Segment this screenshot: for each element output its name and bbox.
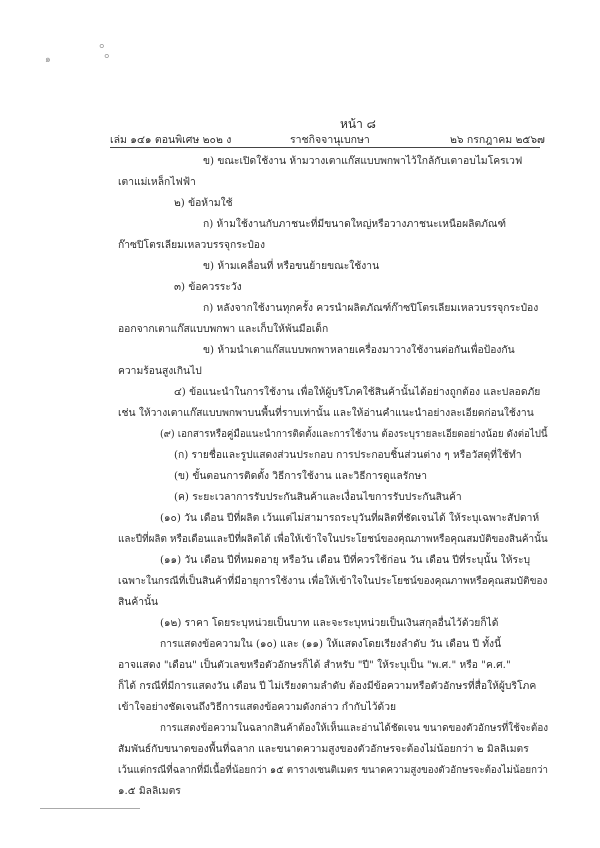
gazette-volume: เล่ม ๑๔๑ ตอนพิเศษ ๒๐๒ ง (110, 134, 232, 146)
page-number: หน้า ๘ (340, 117, 376, 131)
body-line: (ค) ระยะเวลาการรับประกันสินค้าและเงื่อนไขการรับประกันสินค้า (174, 491, 462, 503)
body-line: เว้นแต่กรณีที่ฉลากที่มีเนื้อที่น้อยกว่า ๑๕ ตารางเซนติเมตร ขนาดความสูงของตัวอักษรจะต้องไม่น้อยกว่า (118, 764, 548, 776)
body-line: อาจแสดง "เดือน" เป็นตัวเลขหรือตัวอักษรก็ได้ สำหรับ "ปี" ให้ระบุเป็น "พ.ศ." หรือ "ค.ศ." (118, 659, 511, 671)
body-line: ๒) ข้อห้ามใช้ (174, 197, 233, 209)
body-line: สินค้านั้น (118, 596, 159, 608)
body-line: ก) หลังจากใช้งานทุกครั้ง ควรนำผลิตภัณฑ์ก๊าซปิโตรเลียมเหลวบรรจุกระป๋อง (203, 302, 539, 314)
body-line: เข้าใจอย่างชัดเจนถึงวิธีการแสดงข้อความดังกล่าว กำกับไว้ด้วย (118, 701, 397, 713)
footer-rule (40, 808, 140, 809)
body-line: เตาแม่เหล็กไฟฟ้า (118, 176, 196, 188)
body-line: (ข) ขั้นตอนการติดตั้ง วิธีการใช้งาน และวิธีการดูแลรักษา (174, 470, 428, 482)
body-line: ข) ห้ามนำเตาแก๊สแบบพกพาหลายเครื่องมาวางใช้งานต่อกันเพื่อป้องกัน (203, 344, 515, 356)
body-line: การแสดงข้อความใน (๑๐) และ (๑๑) ให้แสดงโดยเรียงลำดับ วัน เดือน ปี ทั้งนี้ (160, 638, 502, 650)
body-line: ความร้อนสูงเกินไป (118, 365, 202, 377)
body-line: (๙) เอกสารหรือคู่มือแนะนำการติดตั้งและการใช้งาน ต้องระบุรายละเอียดอย่างน้อย ดังต่อไปนี้ (160, 428, 548, 440)
header-rule (110, 147, 540, 148)
body-line: (ก) รายชื่อและรูปแสดงส่วนประกอบ การประกอบชิ้นส่วนต่าง ๆ หรือวัสดุที่ใช้ทำ (174, 449, 522, 461)
body-line: (๑๒) ราคา โดยระบุหน่วยเป็นบาท และจะระบุหน่วยเป็นเงินสกุลอื่นไว้ด้วยก็ได้ (160, 617, 499, 629)
body-line: ก) ห้ามใช้งานกับภาชนะที่มีขนาดใหญ่หรือวางภาชนะเหนือผลิตภัณฑ์ (203, 218, 507, 230)
body-line: ออกจากเตาแก๊สแบบพกพา และเก็บให้พ้นมือเด็ก (118, 323, 329, 335)
body-line: ข) ห้ามเคลื่อนที่ หรือขนย้ายขณะใช้งาน (203, 260, 380, 272)
body-line: สัมพันธ์กับขนาดของพื้นที่ฉลาก และขนาดความสูงของตัวอักษรจะต้องไม่น้อยกว่า ๒ มิลลิเมตร (118, 743, 529, 755)
scan-mark: ๑ (45, 55, 51, 65)
scan-mark: ๐ (104, 51, 110, 61)
body-line: ก็ได้ กรณีที่มีการแสดงวัน เดือน ปี ไม่เรียงตามลำดับ ต้องมีข้อความหรือตัวอักษรที่สื่อให้ผู้บริโภค (118, 680, 537, 692)
body-line: ๓) ข้อควรระวัง (174, 281, 242, 293)
scan-mark: ๐ (99, 41, 105, 51)
body-line: การแสดงข้อความในฉลากสินค้าต้องให้เห็นและอ่านได้ชัดเจน ขนาดของตัวอักษรที่ใช้จะต้อง (160, 722, 549, 734)
body-line: ๔) ข้อแนะนำในการใช้งาน เพื่อให้ผู้บริโภคใช้สินค้านั้นได้อย่างถูกต้อง และปลอดภัย (174, 386, 541, 398)
body-line: เช่น ให้วางเตาแก๊สแบบพกพาบนพื้นที่ราบเท่านั้น และให้อ่านคำแนะนำอย่างละเอียดก่อนใช้งาน (118, 407, 534, 419)
body-line: และปีที่ผลิต หรือเดือนและปีที่ผลิตได้ เพื่อให้เข้าใจในประโยชน์ของคุณภาพหรือคุณสมบัติของสินค้านั้น (118, 533, 548, 545)
gazette-title: ราชกิจจานุเบกษา (290, 134, 370, 146)
body-line: ๑.๕ มิลลิเมตร (118, 785, 181, 797)
body-line: ก๊าซปิโตรเลียมเหลวบรรจุกระป๋อง (118, 239, 266, 251)
body-line: เฉพาะในกรณีที่เป็นสินค้าที่มีอายุการใช้งาน เพื่อให้เข้าใจในประโยชน์ของคุณภาพหรือคุณสมบัติของ (118, 575, 548, 587)
body-line: (๑๑) วัน เดือน ปีที่หมดอายุ หรือวัน เดือน ปีที่ควรใช้ก่อน วัน เดือน ปีที่ระบุนั้น ให้ระบุ (160, 554, 531, 566)
body-line: ข) ขณะเปิดใช้งาน ห้ามวางเตาแก๊สแบบพกพาไว้ใกล้กับเตาอบไมโครเวฟ (203, 155, 523, 167)
body-line: (๑๐) วัน เดือน ปีที่ผลิต เว้นแต่ไม่สามารถระบุวันที่ผลิตที่ชัดเจนได้ ให้ระบุเฉพาะสัปดาห์ (160, 512, 540, 524)
gazette-date: ๒๖ กรกฎาคม ๒๕๖๗ (450, 134, 545, 146)
